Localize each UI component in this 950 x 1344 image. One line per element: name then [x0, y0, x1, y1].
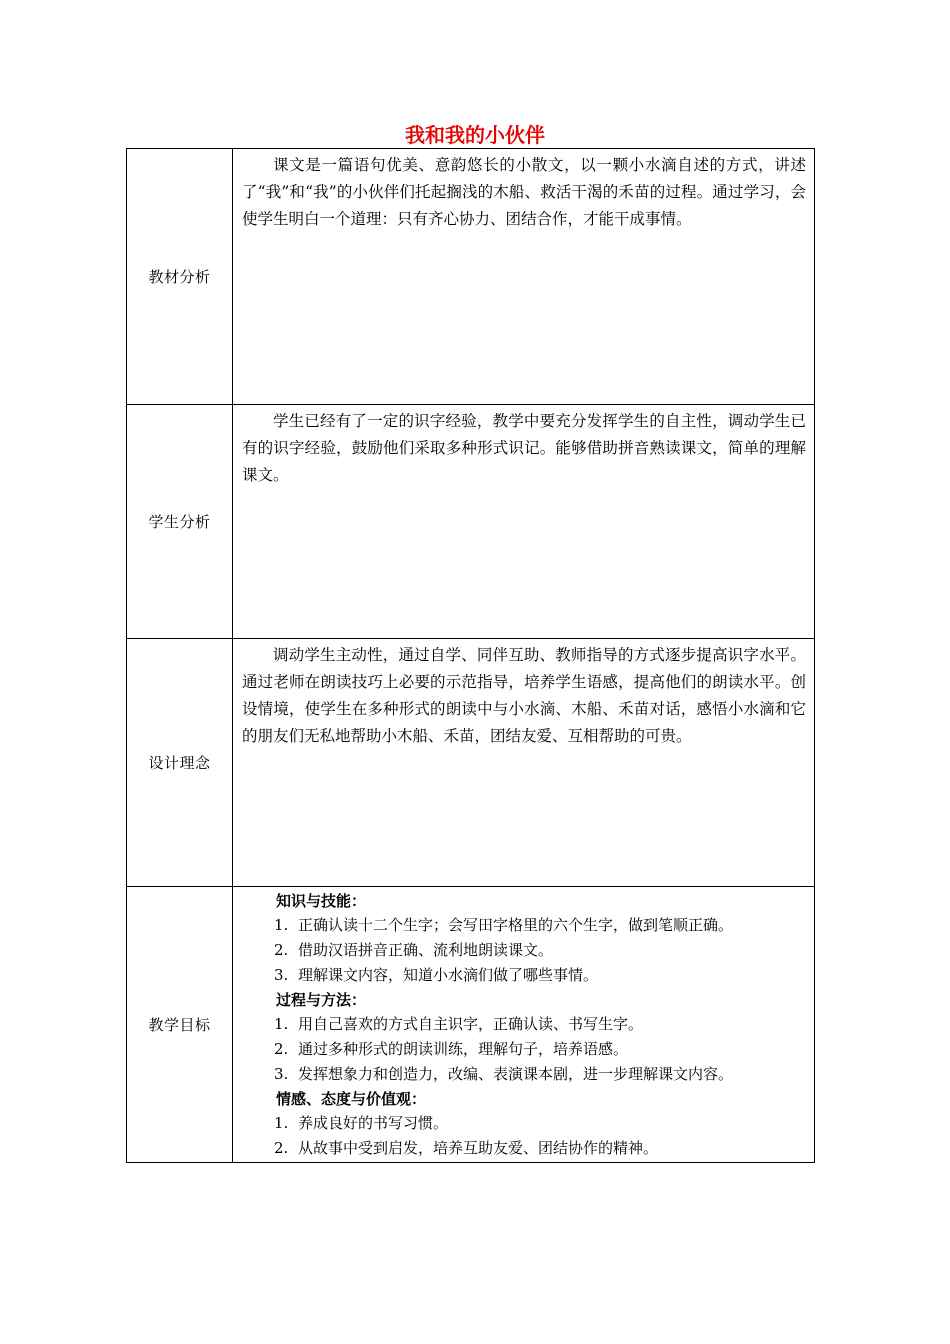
list-item — [242, 963, 806, 988]
objectives-content — [233, 887, 815, 1163]
section-heading-knowledge: 知识与技能： — [276, 892, 367, 910]
table-row-student-analysis — [127, 405, 815, 639]
item-number: 2. — [274, 1040, 289, 1058]
item-text: 正确认读十二个生字；会写田字格里的六个生字，做到笔顺正确。 — [298, 916, 734, 934]
row-label — [127, 405, 233, 639]
list-item — [242, 1111, 806, 1136]
item-text: 借助汉语拼音正确、流利地朗读课文。 — [298, 941, 554, 959]
item-text: 用自己喜欢的方式自主识字，正确认读、书写生字。 — [298, 1015, 644, 1033]
item-number: 3. — [274, 966, 289, 984]
row-content — [233, 405, 815, 639]
list-item — [242, 1037, 806, 1062]
list-item — [242, 1062, 806, 1087]
section-heading-emotion: 情感、态度与价值观： — [276, 1090, 427, 1108]
item-number: 1. — [274, 916, 289, 934]
item-text: 从故事中受到启发，培养互助友爱、团结协作的精神。 — [298, 1139, 659, 1157]
item-number: 2. — [274, 941, 289, 959]
row-label — [127, 887, 233, 1163]
document-title: 我和我的小伙伴 — [405, 123, 545, 147]
table-row-textbook-analysis — [127, 149, 815, 405]
row-paragraph: 调动学生主动性，通过自学、同伴互助、教师指导的方式逐步提高识字水平。通过老师在朗读技巧上必要的示范指导，培养学生语感，提高他们的朗读水平。创设情境，使学生在多种形式的朗读中与小水滴、木船、禾苗对话，感悟小水滴和它的朋友们无私地帮助小木船、禾苗，团结友爱、互相帮助的可贵。 — [242, 646, 806, 745]
row-paragraph: 学生已经有了一定的识字经验，教学中要充分发挥学生的自主性，调动学生已有的识字经验，鼓励他们采取多种形式识记。能够借助拼音熟读课文，简单的理解课文。 — [242, 412, 806, 484]
item-text: 发挥想象力和创造力，改编、表演课本剧，进一步理解课文内容。 — [298, 1065, 734, 1083]
list-item — [242, 1012, 806, 1037]
item-text: 养成良好的书写习惯。 — [298, 1114, 449, 1132]
lesson-plan-table — [126, 148, 815, 1163]
row-content — [233, 639, 815, 887]
item-number: 2. — [274, 1139, 289, 1157]
item-number: 3. — [274, 1065, 289, 1083]
row-label — [127, 149, 233, 405]
row-label — [127, 639, 233, 887]
row-label-text: 教材分析 — [148, 268, 211, 286]
item-number: 1. — [274, 1114, 289, 1132]
row-content — [233, 149, 815, 405]
list-item — [242, 938, 806, 963]
item-number: 1. — [274, 1015, 289, 1033]
row-label-text: 学生分析 — [148, 513, 211, 531]
row-label-text: 教学目标 — [148, 1016, 211, 1034]
list-item — [242, 913, 806, 938]
list-item — [242, 1136, 806, 1161]
item-text: 通过多种形式的朗读训练，理解句子，培养语感。 — [298, 1040, 629, 1058]
row-label-text: 设计理念 — [148, 754, 211, 772]
table-row-teaching-objectives — [127, 887, 815, 1163]
row-paragraph: 课文是一篇语句优美、意韵悠长的小散文，以一颗小水滴自述的方式，讲述了“我”和“我”的小伙伴们托起搁浅的木船、救活干渴的禾苗的过程。通过学习，会使学生明白一个道理：只有齐心协力、团结合作，才能干成事情。 — [242, 156, 806, 228]
table-row-design-concept — [127, 639, 815, 887]
item-text: 理解课文内容，知道小水滴们做了哪些事情。 — [298, 966, 599, 984]
section-heading-process: 过程与方法： — [276, 991, 367, 1009]
